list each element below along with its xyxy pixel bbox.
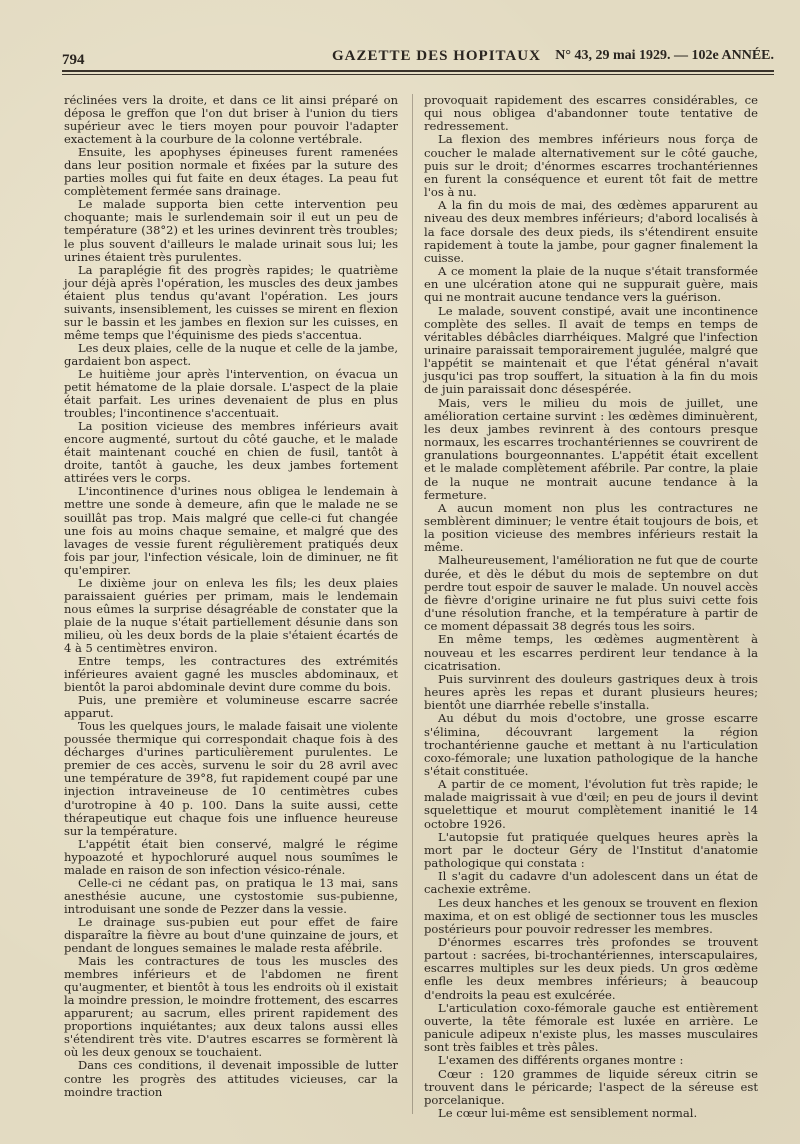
paragraph: Malheureusement, l'amélioration ne fut que de courte durée, et dès le début du mois de septembre on dut perdre tout espoir de sauver le malade. Un nouvel accès de fièvre d'origine urinaire ne fut plus suivi cette fois d'une résolution franche, et la température à partir de ce moment dépassait 38 degrés tous les soirs. <box>424 553 758 634</box>
paragraph: La position vicieuse des membres inférieurs avait encore augmenté, surtout du côté gauche, et le malade était maintenant couché en chien de fusil, tantôt à droite, tantôt à gauche, les deux jambes fortement attirées vers le corps. <box>64 419 398 486</box>
paragraph: Mais les contractures de tous les muscles des membres inférieurs et de l'abdomen ne firent qu'augmenter, et bientôt à tous les endroits où il existait la moindre pression, le moindre frottement, des escarres apparurent; au sacrum, elles prirent rapidement des proportions inquiétantes; aux deux talons aussi elles s'étendirent très vite. D'autres escarres se formèrent là où les deux genoux se touchaient. <box>64 954 398 1060</box>
header-rule-thin <box>62 74 774 75</box>
left-column <box>64 94 398 1099</box>
column-divider <box>412 94 413 1114</box>
paragraph: Les deux hanches et les genoux se trouvent en flexion maxima, et on est obligé de sectionner tous les muscles postérieurs pour pouvoir redresser les membres. <box>424 895 758 936</box>
right-column <box>424 94 758 1120</box>
paragraph: L'autopsie fut pratiquée quelques heures après la mort par le docteur Géry de l'Institut d'anatomie pathologique qui constata : <box>424 829 758 871</box>
paragraph: Il s'agit du cadavre d'un adolescent dans un état de cachexie extrême. <box>424 869 758 897</box>
paragraph: Le cœur lui-même est sensiblement normal. <box>438 1106 698 1121</box>
paragraph: La flexion des membres inférieurs nous força de coucher le malade alternativement sur le côté gauche, puis sur le droit; d'énormes escarres trochantériennes en furent la conséquence et eurent tôt fait de mettre l'os à nu. <box>424 132 758 200</box>
paragraph: L'articulation coxo-fémorale gauche est entièrement ouverte, la tête fémorale est luxée en arrière. Le panicule adipeux n'existe plus, les masses musculaires sont très faibles et très pâles. <box>424 1000 758 1055</box>
paragraph: Le drainage sus-pubien eut pour effet de faire disparaître la fièvre au bout d'une quinzaine de jours, et pendant de longues semaines le malade resta afébrile. <box>64 914 398 956</box>
paragraph: Tous les quelques jours, le malade faisait une violente poussée thermique qui correspondait chaque fois à des décharges d'urines particulièrement purulentes. Le premier de ces accès, survenu le soir du 28 avril avec une température de 39°8, fut rapidement coupé par une injection intraveineuse de 10 centimètres cubes d'urotropine à 40 p. 100. Dans la suite aussi, cette thérapeutique eut chaque fois une influence heureuse sur la température. <box>64 719 398 838</box>
paragraph: Le huitième jour après l'intervention, on évacua un petit hématome de la plaie dorsale. L'aspect de la plaie était parfait. Les urines devenaient de plus en plus troubles; l'incontinence s'accentuait. <box>64 366 398 421</box>
paragraph: Au début du mois d'octobre, une grosse escarre s'élimina, découvrant largement la région trochantérienne gauche et mettant à nu l'articulation coxo-fémorale; une luxation pathologique de la hanche s'était constituée. <box>424 711 758 778</box>
paragraph: En même temps, les œdèmes augmentèrent à nouveau et les escarres perdirent leur tendance à la cicatrisation. <box>424 632 758 673</box>
paragraph: Mais, vers le milieu du mois de juillet, une amélioration certaine survint : les œdèmes diminuèrent, les deux jambes revinrent à des contours presque normaux, les escarres trochantériennes se couvrirent de granulations bourgeonnantes. L'appétit était excellent et le malade complètement afébrile. Par contre, la plaie de la nuque ne montrait aucune tendance à la fermeture. <box>424 395 758 502</box>
issue-info: N° 43, 29 mai 1929. — 102e ANNÉE. <box>555 48 774 63</box>
paragraph: A aucun moment non plus les contractures ne semblèrent diminuer; le ventre était toujours de bois, et la position vicieuse des membres inférieurs restait la même. <box>424 500 758 555</box>
journal-title: GAZETTE DES HOPITAUX <box>332 48 541 64</box>
paragraph: Le dixième jour on enleva les fils; les deux plaies paraissaient guéries per primam, mais le lendemain nous eûmes la surprise désagréable de constater que la plaie de la nuque s'était partiellement désunie dans son milieu, où les deux bords de la plaie s'étaient écartés de 4 à 5 centimètres environ. <box>64 575 398 655</box>
paragraph: Les deux plaies, celle de la nuque et celle de la jambe, gardaient bon aspect. <box>64 340 398 368</box>
paragraph: Celle-ci ne cédant pas, on pratiqua le 13 mai, sans anesthésie aucune, une cystostomie sus-pubienne, introduisant une sonde de Pezzer dans la vessie. <box>64 875 398 916</box>
paragraph: A ce moment la plaie de la nuque s'était transformée en une ulcération atone qui ne suppurait guère, mais qui ne montrait aucune tendance vers la guérison. <box>424 264 758 305</box>
paragraph: Ensuite, les apophyses épineuses furent ramenées dans leur position normale et fixées par la suture des parties molles qui fut faite en deux étages. La peau fut complètement fermée sans drainage. <box>64 145 398 199</box>
paragraph: Puis, une première et volumineuse escarre sacrée apparut. <box>64 693 398 721</box>
paragraph: réclinées vers la droite, et dans ce lit ainsi préparé on déposa le greffon que l'on dut briser à l'union du tiers supérieur avec le tiers moyen pour pouvoir l'adapter exactement à la courbure de la colonne vertébrale. <box>64 93 398 147</box>
paragraph: D'énormes escarres très profondes se trouvent partout : sacrées, bi-trochantériennes, interscapulaires, escarres multiples sur les deux pieds. Un gros œdème enfle les deux membres inférieurs; à beaucoup d'endroits la peau est exulcérée. <box>424 935 758 1002</box>
paragraph: L'appétit était bien conservé, malgré le régime hypoazoté et hypochloruré auquel nous soumîmes le malade en raison de son infection vésico-rénale. <box>64 836 398 877</box>
paragraph: La paraplégie fit des progrès rapides; le quatrième jour déjà après l'opération, les muscles des deux jambes étaient plus tendus qu'avant l'opération. Les jours suivants, insensiblement, les cuisses se mirent en flexion sur le bassin et les jambes en flexion sur les cuisses, en même temps que l'équinisme des pieds s'accentua. <box>64 262 398 342</box>
paragraph: Puis survinrent des douleurs gastriques deux à trois heures après les repas et durant plusieurs heures; bientôt une diarrhée rebelle s'installa. <box>424 671 758 713</box>
paragraph: provoquait rapidement des escarres considérables, ce qui nous obligea d'abandonner toute tentative de redressement. <box>424 93 758 134</box>
header-rule <box>62 70 774 72</box>
paragraph: Le malade supporta bien cette intervention peu choquante; mais le surlendemain soir il eut un peu de température (38°2) et les urines devinrent très troubles; le plus souvent d'ailleurs le malade urinait sous lui; les urines étaient très purulentes. <box>64 197 398 264</box>
paragraph: L'examen des différents organes montre : <box>438 1053 684 1068</box>
paragraph: L'incontinence d'urines nous obligea le lendemain à mettre une sonde à demeure, afin que le malade ne se souillât pas trop. Mais malgré que celle-ci fut changée une fois au moins chaque semaine, et malgré que des lavages de vessie furent régulièrement pratiqués deux fois par jour, l'infection vésicale, loin de diminuer, ne fit qu'empirer. <box>64 484 398 577</box>
page-number: 794 <box>62 52 85 68</box>
page-header <box>62 46 774 68</box>
paragraph: A partir de ce moment, l'évolution fut très rapide; le malade maigrissait à vue d'œil; en peu de jours il devint squelettique et mourut complètement inanitié le 14 octobre 1926. <box>424 777 758 831</box>
paragraph: Entre temps, les contractures des extrémités inférieures avaient gagné les muscles abdominaux, et bientôt la paroi abdominale devint dure comme du bois. <box>64 654 398 695</box>
paragraph: A la fin du mois de mai, des œdèmes apparurent au niveau des deux membres inférieurs; d'abord localisés à la face dorsale des deux pieds, ils s'étendirent ensuite rapidement à toute la jambe, pour gagner finalement la cuisse. <box>424 198 758 265</box>
paragraph: Cœur : 120 grammes de liquide séreux citrin se trouvent dans le péricarde; l'aspect de la séreuse est porcelanique. <box>424 1066 758 1107</box>
paragraph: Le malade, souvent constipé, avait une incontinence complète des selles. Il avait de temps en temps de véritables débâcles diarrhéiques. Malgré que l'infection urinaire paraissait temporairement jugulée, malgré que l'appétit se maintenait et que l'état général n'avait jusqu'ici pas trop souffert, la situation à la fin du mois de juin paraissait donc désespérée. <box>424 303 758 397</box>
paragraph: Dans ces conditions, il devenait impossible de lutter contre les progrès des attitudes vicieuses, car la moindre traction <box>64 1058 398 1099</box>
